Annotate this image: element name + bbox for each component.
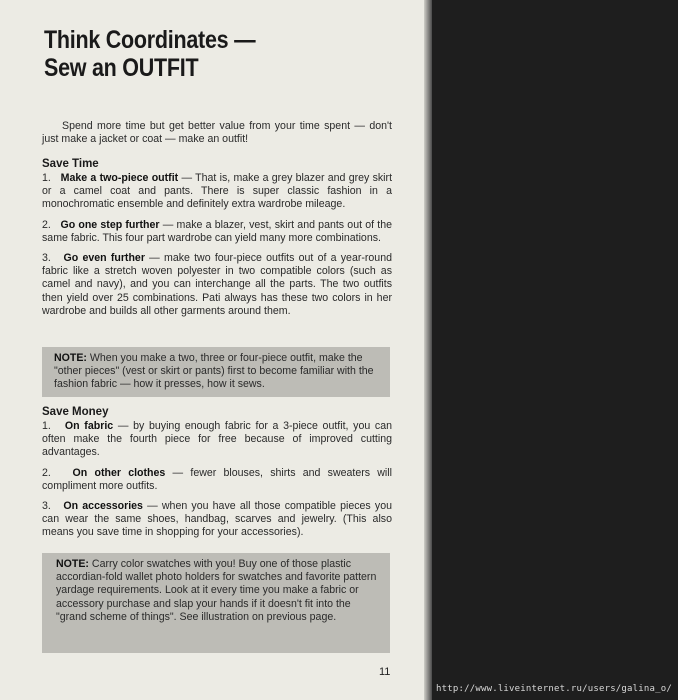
list-item: 1. Make a two-piece outfit — That is, make a grey blazer and grey skirt or a camel coat and pants. There is super classic fashion in a monochromatic ensemble and definitely extra wardrobe mileage. (42, 172, 393, 211)
list-item: 3. On accessories — when you have all those compatible pieces you can wear the same shoes, handbag, scarves and jewelry. (This also means you save time in shopping for your accessories). (42, 500, 392, 539)
note-box: NOTE: Carry color swatches with you! Buy one of those plastic accordian-fold wallet photo holders for swatches and favorite pattern yardage requirements. Look at it every time you make a fabric or accessory purchase and slap your hands if it doesn't fit into the "grand scheme of things". See illustration on previous page. (42, 553, 390, 653)
watermark-url: http://www.liveinternet.ru/users/galina_o/ (436, 684, 672, 694)
list-item: 2. Go one step further — make a blazer, vest, skirt and pants out of the same fabric. This four part wardrobe can yield many more combinations. (42, 218, 392, 244)
note-box: NOTE: When you make a two, three or four-piece outfit, make the "other pieces" (vest or skirt or pants) first to become familiar with the fashion fabric — how it presses, how it sews. (42, 347, 390, 397)
save-time-heading: Save Time (42, 158, 99, 170)
list-item: 2. On other clothes — fewer blouses, shirts and sweaters will compliment more outfits. (42, 466, 392, 492)
page-title (44, 26, 255, 82)
page-edge-shadow (424, 0, 432, 700)
note-label: NOTE: (56, 558, 89, 570)
save-money-heading: Save Money (42, 406, 109, 418)
title-line-2: Sew an OUTFIT (44, 54, 199, 82)
page-number: 11 (379, 666, 391, 678)
note-label: NOTE: (54, 352, 87, 364)
save-time-list (42, 172, 392, 325)
list-item: 3. Go even further — make two four-piece outfits out of a year-round fabric like a stretch woven polyester in two compatible colors (such as camel and navy), and you can interchange all the parts. The two outfits then yield over 25 combinations. Pati always has these two colors in her wardrobe and builds all other garments around them. (42, 252, 392, 317)
list-item: 1. On fabric — by buying enough fabric for a 3-piece outfit, you can often make the fourth piece for free because of improved cutting advantages. (42, 420, 392, 459)
dark-background (428, 0, 678, 700)
title-line-1: Think Coordinates — (44, 26, 256, 54)
save-money-list (42, 420, 392, 547)
intro-paragraph: Spend more time but get better value from your time spent — don't just make a jacket or coat — make an outfit! (42, 120, 392, 146)
